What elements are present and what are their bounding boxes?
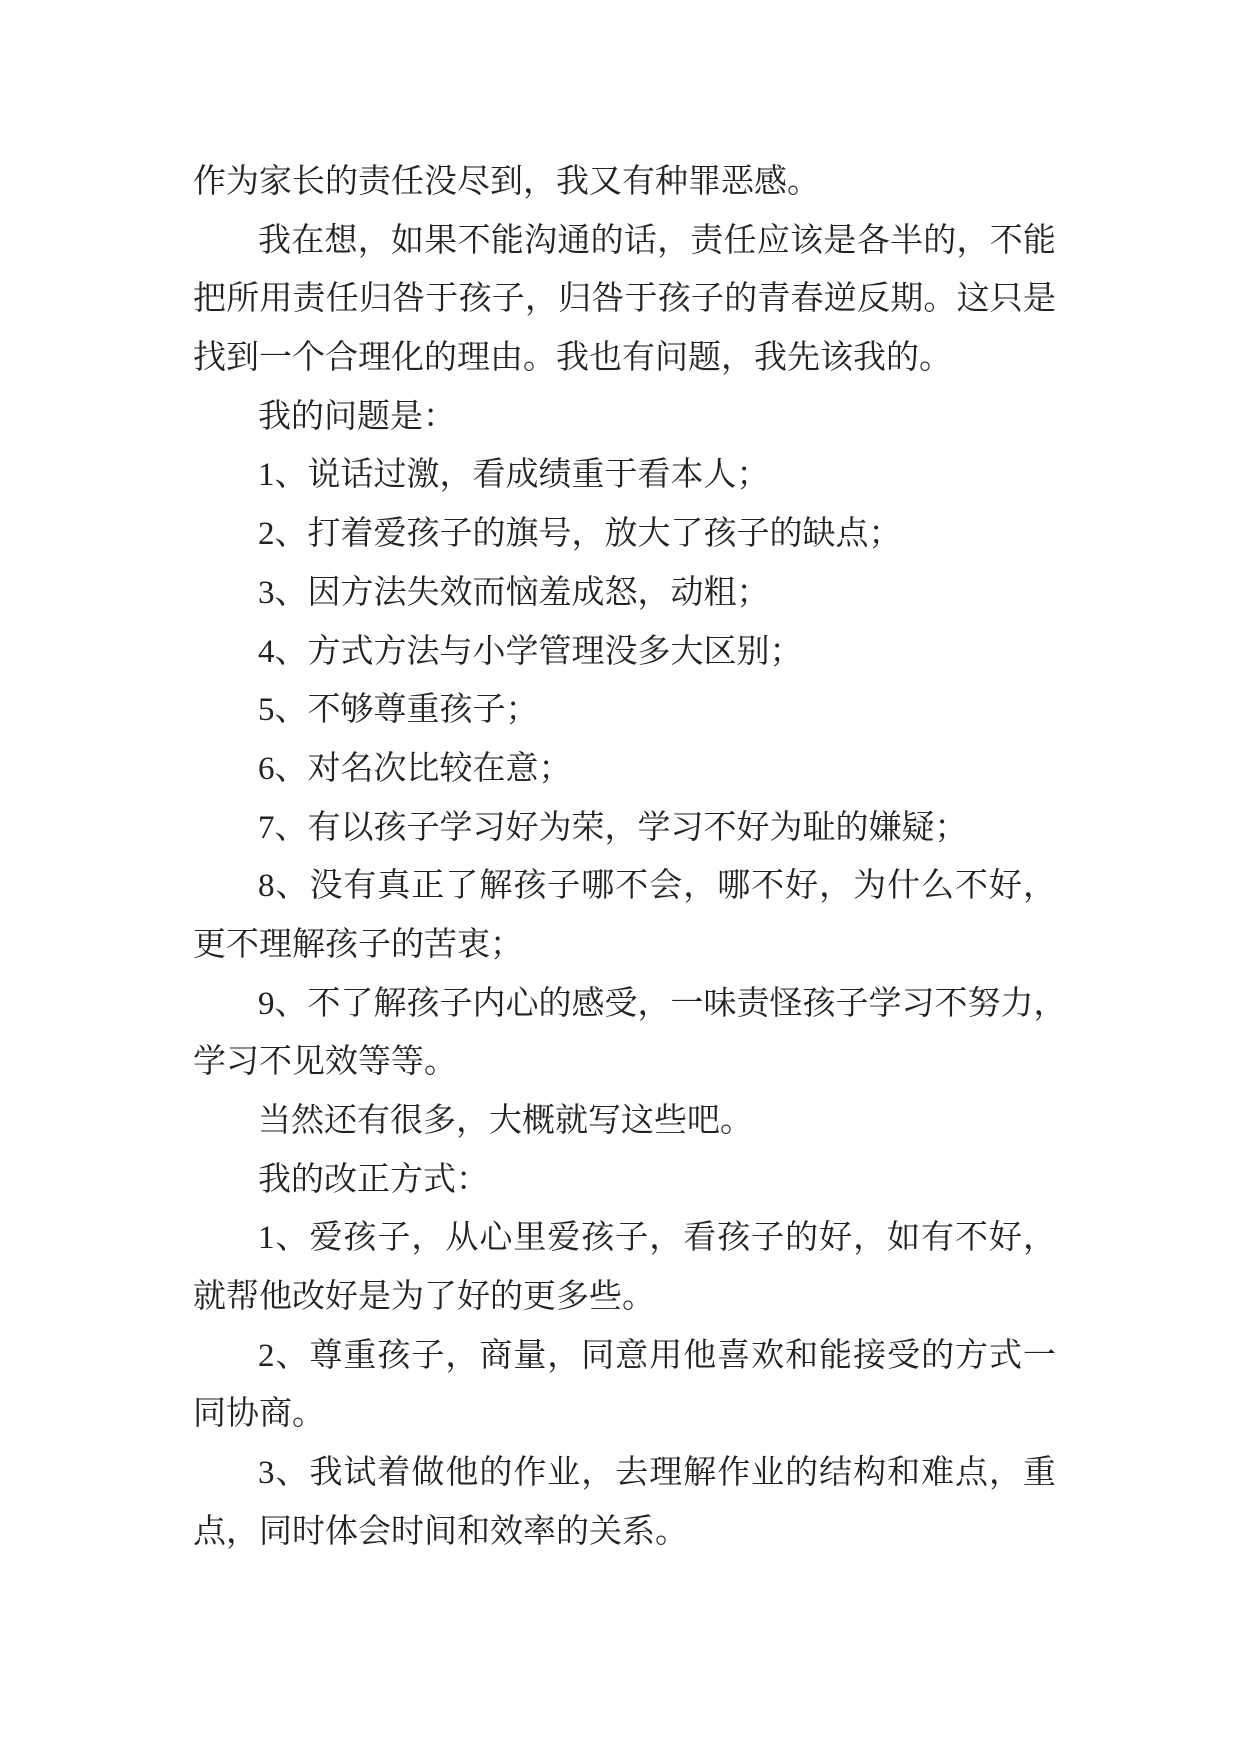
list-item (193, 446, 1056, 505)
list-item (193, 975, 1067, 1092)
text-line: 找到一个合理化的理由。我也有问题，我先该我的。 (193, 340, 952, 377)
text-line: 4、方式方法与小学管理没多大区别； (258, 633, 803, 670)
section-heading-problems (193, 388, 1056, 447)
list-item (193, 1327, 1056, 1444)
list-item (193, 1444, 1056, 1561)
text-line: 1、说话过激，看成绩重于看本人； (258, 457, 770, 494)
text-line: 3、我试着做他的作业，去理解作业的结构和难点，重 (258, 1455, 1056, 1492)
text-line: 点，同时体会时间和效率的关系。 (193, 1513, 688, 1550)
text-line: 我的改正方式： (258, 1161, 489, 1198)
text-line: 学习不见效等等。 (193, 1044, 457, 1081)
list-item (193, 799, 1056, 858)
text-line: 8、没有真正了解孩子哪不会，哪不好，为什么不好， (258, 868, 1056, 905)
text-line: 7、有以孩子学习好为荣，学习不好为耻的嫌疑； (258, 809, 968, 846)
document-body (193, 153, 1067, 1562)
text-line: 9、不了解孩子内心的感受，一味责怪孩子学习不努力， (258, 985, 1067, 1022)
paragraph (193, 1092, 1056, 1151)
text-line: 1、爱孩子，从心里爱孩子，看孩子的好，如有不好， (258, 1220, 1056, 1257)
text-line: 我在想，如果不能沟通的话，责任应该是各半的，不能 (258, 222, 1056, 259)
list-item (193, 681, 1056, 740)
list-item (193, 623, 1056, 682)
text-line: 我的问题是： (258, 398, 456, 435)
list-item (193, 1209, 1056, 1326)
paragraph-continued (193, 153, 1056, 212)
text-line: 同协商。 (193, 1396, 325, 1433)
list-item (193, 564, 1056, 623)
text-line: 更不理解孩子的苦衷； (193, 926, 523, 963)
text-line: 2、打着爱孩子的旗号，放大了孩子的缺点； (258, 516, 902, 553)
list-item (193, 505, 1056, 564)
text-line: 当然还有很多，大概就写这些吧。 (258, 1103, 753, 1139)
list-item (193, 740, 1056, 799)
text-line: 就帮他改好是为了好的更多些。 (193, 1279, 655, 1316)
text-line: 3、因方法失效而恼羞成怒，动粗； (258, 574, 770, 611)
list-item (193, 857, 1056, 974)
text-line: 把所用责任归咎于孩子，归咎于孩子的青春逆反期。这只是 (193, 281, 1056, 318)
paragraph (193, 212, 1056, 388)
section-heading-corrections (193, 1151, 1056, 1210)
text-line: 6、对名次比较在意； (258, 750, 572, 787)
text-line: 5、不够尊重孩子； (258, 692, 539, 729)
text-line: 作为家长的责任没尽到，我又有种罪恶感。 (193, 164, 820, 200)
text-line: 2、尊重孩子，商量，同意用他喜欢和能接受的方式一 (258, 1337, 1056, 1374)
